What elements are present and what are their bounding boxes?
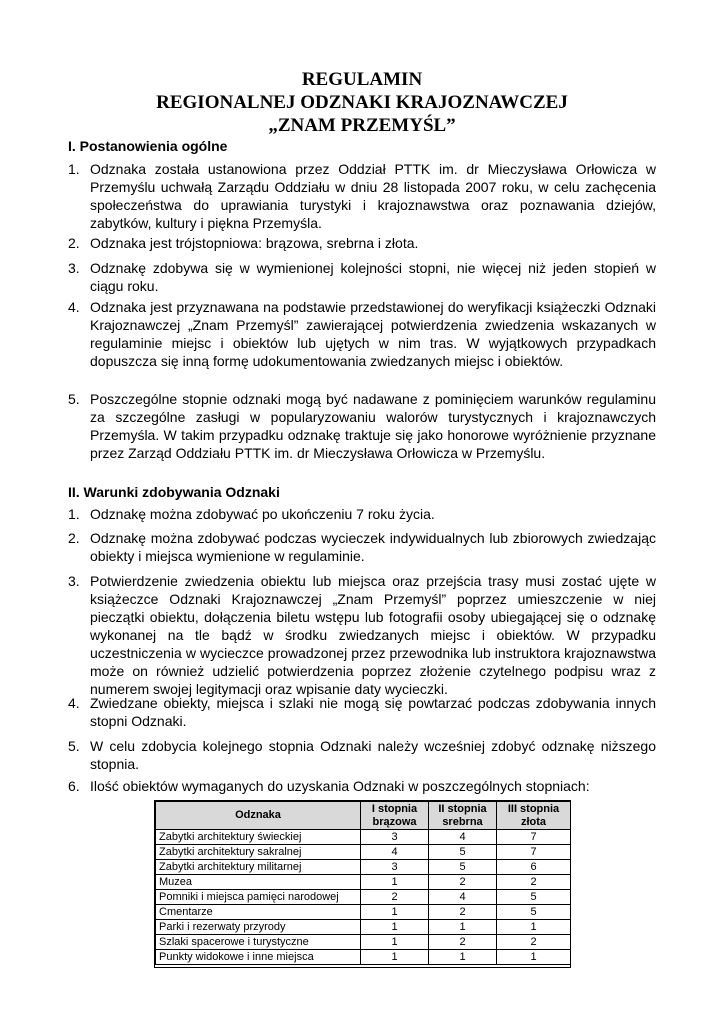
row-level-2: 4 — [429, 890, 497, 905]
table-row — [156, 890, 571, 905]
row-level-2: 2 — [429, 935, 497, 950]
row-category: Punkty widokowe i inne miejsca — [156, 950, 361, 965]
item-text: Odznakę można zdobywać podczas wycieczek indywidualnych lub zbiorowych zwiedzając obiekty i miejsca wymienione w regulaminie. — [90, 530, 656, 564]
row-level-3: 2 — [497, 935, 571, 950]
row-level-1: 1 — [361, 920, 429, 935]
title-line-2: REGIONALNEJ ODZNAKI KRAJOZNAWCZEJ — [156, 92, 568, 113]
title-line-1: REGULAMIN — [301, 69, 423, 90]
table-row — [156, 920, 571, 935]
item-text: Potwierdzenie zwiedzenia obiektu lub miejsca oraz przejścia trasy musi zostać ujęte w książeczce Odznaki Krajoznawczej „Znam Przemyśl” poprzez umieszczenie w niej pieczątki obiektu, dołączenia biletu wstępu lub fotografii osoby ubiegającej się o odznakę wykonanej na tle bądź w środku zwiedzanych miejsc i obiektów. W przypadku uczestniczenia w wycieczce prowadzonej przez przewodnika lub instruktora krajoznawstwa może on również udzielić potwierdzenia poprzez złożenie czytelnego podpisu wraz z numerem swojej legitymacji oraz wpisanie daty wycieczki. — [90, 573, 656, 697]
row-level-3: 5 — [497, 905, 571, 920]
row-level-1: 4 — [361, 845, 429, 860]
section-2-item-1 — [68, 505, 656, 523]
row-level-2: 2 — [429, 905, 497, 920]
section-1-item-3 — [68, 259, 656, 295]
table-header-row — [156, 802, 571, 830]
section-2-item-5 — [68, 737, 656, 773]
section-2-item-6 — [68, 777, 656, 795]
item-text: W celu zdobycia kolejnego stopnia Odznaki należy wcześniej zdobyć odznakę niższego stopnia. — [90, 738, 656, 772]
item-text: Zwiedzane obiekty, miejsca i szlaki nie mogą się powtarzać podczas zdobywania innych stopni Odznaki. — [90, 695, 656, 729]
row-level-1: 1 — [361, 935, 429, 950]
item-text: Ilość obiektów wymaganych do uzyskania Odznaki w poszczególnych stopniach: — [90, 778, 590, 794]
row-level-1: 1 — [361, 950, 429, 965]
requirements-table — [155, 801, 571, 965]
header-level-1: I stopnia brązowa — [361, 802, 429, 830]
row-level-3: 1 — [497, 950, 571, 965]
row-category: Szlaki spacerowe i turystyczne — [156, 935, 361, 950]
item-text: Poszczególne stopnie odznaki mogą być nadawane z pominięciem warunków regulaminu za szczególne zasługi w popularyzowaniu walorów turystycznych i krajoznawczych Przemyśla. W takim przypadku odznakę traktuje się jako honorowe wyróżnienie przyznane przez Zarząd Oddziału PTTK im. dr Mieczysława Orłowicza w Przemyślu. — [90, 391, 656, 461]
table-row — [156, 905, 571, 920]
row-level-2: 4 — [429, 830, 497, 845]
section-2-item-4 — [68, 694, 656, 730]
section-1-item-5 — [68, 390, 656, 462]
row-level-2: 5 — [429, 845, 497, 860]
row-level-2: 2 — [429, 875, 497, 890]
table-row — [156, 950, 571, 965]
row-level-3: 1 — [497, 920, 571, 935]
item-text: Odznaka jest przyznawana na podstawie przedstawionej do weryfikacji książeczki Odznaki Krajoznawczej „Znam Przemyśl” zawierającej potwierdzenia zwiedzenia wskazanych w regulaminie miejsc i obiektów lub ujętych w nim tras. W wyjątkowych przypadkach dopuszcza się inną formę udokumentowania zwiedzanych miejsc i obiektów. — [90, 299, 656, 369]
item-text: Odznakę zdobywa się w wymienionej kolejności stopni, nie więcej niż jeden stopień w ciągu roku. — [90, 260, 656, 294]
item-number: 2. — [68, 530, 80, 546]
row-category: Parki i rezerwaty przyrody — [156, 920, 361, 935]
row-level-3: 2 — [497, 875, 571, 890]
item-number: 5. — [68, 738, 80, 754]
section-1-item-1 — [68, 160, 656, 232]
row-category: Zabytki architektury świeckiej — [156, 830, 361, 845]
item-number: 1. — [68, 506, 80, 522]
item-number: 2. — [68, 235, 80, 251]
table-row — [156, 845, 571, 860]
row-category: Zabytki architektury sakralnej — [156, 845, 361, 860]
section-2-heading: II. Warunki zdobywania Odznaki — [68, 484, 280, 500]
header-badge: Odznaka — [156, 802, 361, 830]
table-row — [156, 875, 571, 890]
item-number: 4. — [68, 299, 80, 315]
item-number: 3. — [68, 573, 80, 589]
row-level-2: 1 — [429, 920, 497, 935]
table-row — [156, 830, 571, 845]
item-number: 3. — [68, 260, 80, 276]
row-category: Pomniki i miejsca pamięci narodowej — [156, 890, 361, 905]
row-level-3: 7 — [497, 830, 571, 845]
item-text: Odznaka została ustanowiona przez Oddział PTTK im. dr Mieczysława Orłowicza w Przemyślu uchwałą Zarządu Oddziału w dniu 28 listopada 2007 roku, w celu zachęcenia społeczeństwa do uprawiania turystyki i krajoznawstwa oraz poznawania dziejów, zabytków, kultury i piękna Przemyśla. — [90, 161, 656, 231]
row-category: Zabytki architektury militarnej — [156, 860, 361, 875]
item-number: 6. — [68, 778, 80, 794]
row-category: Cmentarze — [156, 905, 361, 920]
section-2-item-2 — [68, 529, 656, 565]
row-level-3: 5 — [497, 890, 571, 905]
row-level-3: 7 — [497, 845, 571, 860]
item-number: 4. — [68, 695, 80, 711]
section-1-item-4 — [68, 298, 656, 370]
row-level-3: 6 — [497, 860, 571, 875]
section-2-item-3 — [68, 572, 656, 698]
row-category: Muzea — [156, 875, 361, 890]
row-level-1: 1 — [361, 875, 429, 890]
row-level-2: 1 — [429, 950, 497, 965]
row-level-1: 1 — [361, 905, 429, 920]
item-number: 1. — [68, 161, 80, 177]
item-text: Odznaka jest trójstopniowa: brązowa, srebrna i złota. — [90, 235, 419, 251]
row-level-1: 2 — [361, 890, 429, 905]
row-level-2: 5 — [429, 860, 497, 875]
header-level-2: II stopnia srebrna — [429, 802, 497, 830]
table-row — [156, 860, 571, 875]
item-number: 5. — [68, 391, 80, 407]
item-text: Odznakę można zdobywać po ukończeniu 7 roku życia. — [90, 506, 435, 522]
table-row — [156, 935, 571, 950]
header-level-3: III stopnia złota — [497, 802, 571, 830]
row-level-1: 3 — [361, 860, 429, 875]
title-line-3: „ZNAM PRZEMYŚL” — [268, 115, 456, 136]
section-1-heading: I. Postanowienia ogólne — [68, 138, 228, 154]
section-1-item-2 — [68, 234, 656, 252]
row-level-1: 3 — [361, 830, 429, 845]
